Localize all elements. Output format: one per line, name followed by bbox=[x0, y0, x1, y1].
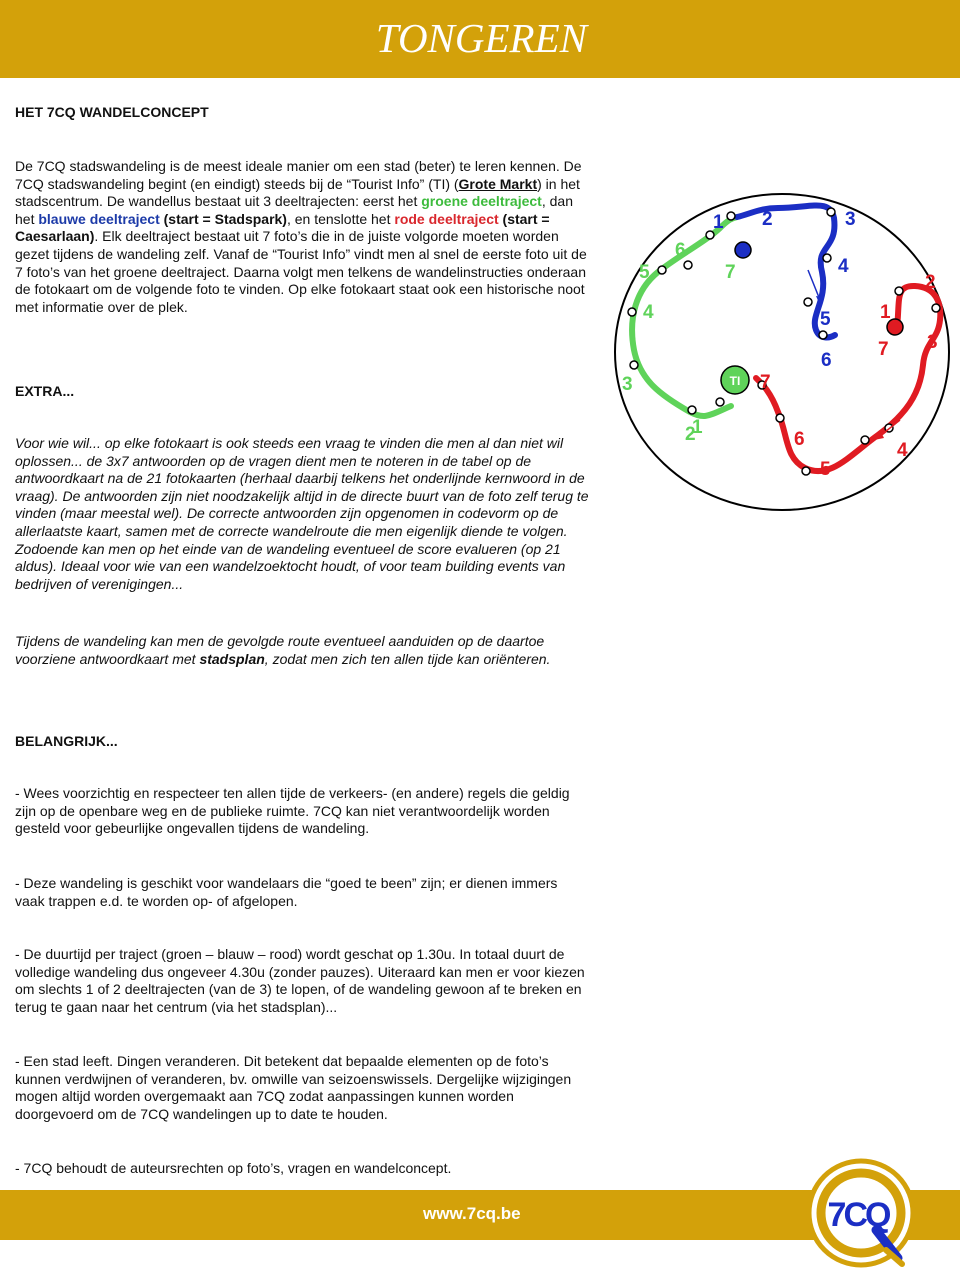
blue-label-1: 1 bbox=[713, 212, 724, 233]
green-label-6: 6 bbox=[675, 240, 686, 261]
blue-label-3: 3 bbox=[845, 209, 856, 230]
extra-paragraph: Voor wie wil... op elke fotokaart is ook steeds een vraag te vinden die men al dan niet wil oplossen... de 3x7 antwoorden op de vragen dient men te noteren in de tabel op de antwoordkaart na de 21 fotokaarten (herhaal daarbij telkens het onderlijnde kernwoord in de vraag). De antwoorden zijn niet noodzakelijk altijd in de directe buurt van de foto zelf terug te vinden (maar meestal wel). De correcte antwoorden zijn opgenomen in codevorm op de allerlaatste kaart, samen met de correcte wandelroute die men eigenlijk diende te volgen. Zodoende kan men op het einde van de wandeling eventueel de score evalueren (op 21 aldus). Ideaal voor wie van een wandelzoektocht houdt, of voor team building events van bedrijven of verenigingen... bbox=[15, 435, 589, 592]
header-banner bbox=[0, 0, 960, 78]
route-map bbox=[610, 190, 955, 520]
ti-label: TI bbox=[729, 374, 741, 388]
belangrijk-item-1: - Wees voorzichtig en respecteer ten allen tijde de verkeers- (en andere) regels die geldig zijn op de openbare weg en de publieke ruimte. 7CQ kan niet verantwoordelijk worden gesteld voor gebeurlijke ongevallen tijdens de wandeling. bbox=[15, 785, 570, 837]
blue-label-7: 7 bbox=[760, 372, 771, 393]
red-label-7: 7 bbox=[878, 339, 889, 360]
website-link[interactable]: www.7cq.be bbox=[423, 1204, 521, 1223]
belangrijk-item-5: - 7CQ behoudt de auteursrechten op foto’s, vragen en wandelconcept. bbox=[15, 1160, 452, 1176]
green-label-7: 7 bbox=[725, 262, 736, 283]
green-label-1: 1 bbox=[692, 417, 703, 438]
green-label-3: 3 bbox=[622, 374, 633, 395]
logo-text: 7CQ bbox=[827, 1196, 889, 1234]
section-heading-concept: HET 7CQ WANDELCONCEPT bbox=[15, 104, 209, 120]
grote-markt-link: Grote Markt bbox=[458, 175, 538, 192]
page-title: TONGEREN bbox=[375, 15, 587, 61]
green-label-2: 2 bbox=[685, 424, 696, 445]
green-label-5: 5 bbox=[639, 262, 650, 283]
blue-label-6: 6 bbox=[821, 350, 832, 371]
blue-route-label: blauwe deeltraject bbox=[38, 210, 160, 227]
belangrijk-item-3: - De duurtijd per traject (groen – blauw – rood) wordt geschat op 1.30u. In totaal duurt de volledige wandeling dus ongeveer 4.30u (zonder pauzes). Uiteraard kan men er voor kiezen om slechts 1 of 2 deeltrajecten (van de 3) te lopen, of de wandeling gewoon af te breken en terug te gaan naar het centrum (via het stadsplan)... bbox=[15, 946, 585, 1015]
blue-label-5: 5 bbox=[820, 309, 831, 330]
green-label-4: 4 bbox=[643, 302, 654, 323]
red-label-5: 5 bbox=[820, 459, 831, 480]
green-route-label: groene deeltraject bbox=[421, 193, 542, 210]
section-heading-belangrijk: BELANGRIJK... bbox=[15, 733, 118, 749]
blue-label-4: 4 bbox=[838, 256, 849, 277]
route-paragraph: Tijdens de wandeling kan men de gevolgde route eventueel aanduiden op de daartoe voorziene antwoordkaart met stadsplan, zodat men zich ten allen tijde kan oriënteren. bbox=[15, 633, 551, 667]
blue-label-2: 2 bbox=[762, 209, 773, 230]
red-label-2: 2 bbox=[925, 272, 936, 293]
red-label-6: 6 bbox=[794, 429, 805, 450]
red-route-label: rode deeltraject bbox=[394, 210, 499, 227]
belangrijk-item-2: - Deze wandeling is geschikt voor wandelaars die “goed te been” zijn; er dienen immers vaak trappen e.d. te worden op- of afgelopen. bbox=[15, 875, 558, 909]
section-heading-extra: EXTRA... bbox=[15, 383, 75, 399]
red-label-3: 3 bbox=[927, 332, 938, 353]
red-route-path bbox=[756, 286, 940, 471]
red-label-4: 4 bbox=[897, 440, 908, 461]
intro-paragraph: De 7CQ stadswandeling is de meest ideale manier om een stad (beter) te leren kennen. De 7CQ stadswandeling begint (en eindigt) steeds bij de “Tourist Info” (TI) (Grote Markt) in het stadscentrum. De wandellus bestaat uit 3 deeltrajecten: eerst het groene deeltraject, dan het blauwe deeltraject (start = Stadspark), en tenslotte het rode deeltraject (start = Caesarlaan). Elk deeltraject bestaat uit 7 foto’s die in de juiste volgorde moeten worden gezet tijdens de wandeling zelf. Vanaf de “Tourist Info” vindt men al snel de eerste foto uit de 7 foto’s van het groene deeltraject. Daarna volgt men telkens de wandelinstructies onderaan de fotokaart om de volgende foto te vinden. Op elke fotokaart staat ook een historische noot met informatie over de plek. bbox=[15, 158, 587, 315]
red-label-1: 1 bbox=[880, 302, 891, 323]
belangrijk-item-4: - Een stad leeft. Dingen veranderen. Dit betekent dat bepaalde elementen op de foto’s kunnen verdwijnen of veranderen, bv. omwille van seizoenswissels. Dergelijke wijzigingen mogen altijd worden overgemaakt aan 7CQ zodat aanpassingen kunnen worden doorgevoerd om de 7CQ wandelingen up to date te houden. bbox=[15, 1053, 572, 1122]
7cq-logo bbox=[806, 1158, 916, 1268]
